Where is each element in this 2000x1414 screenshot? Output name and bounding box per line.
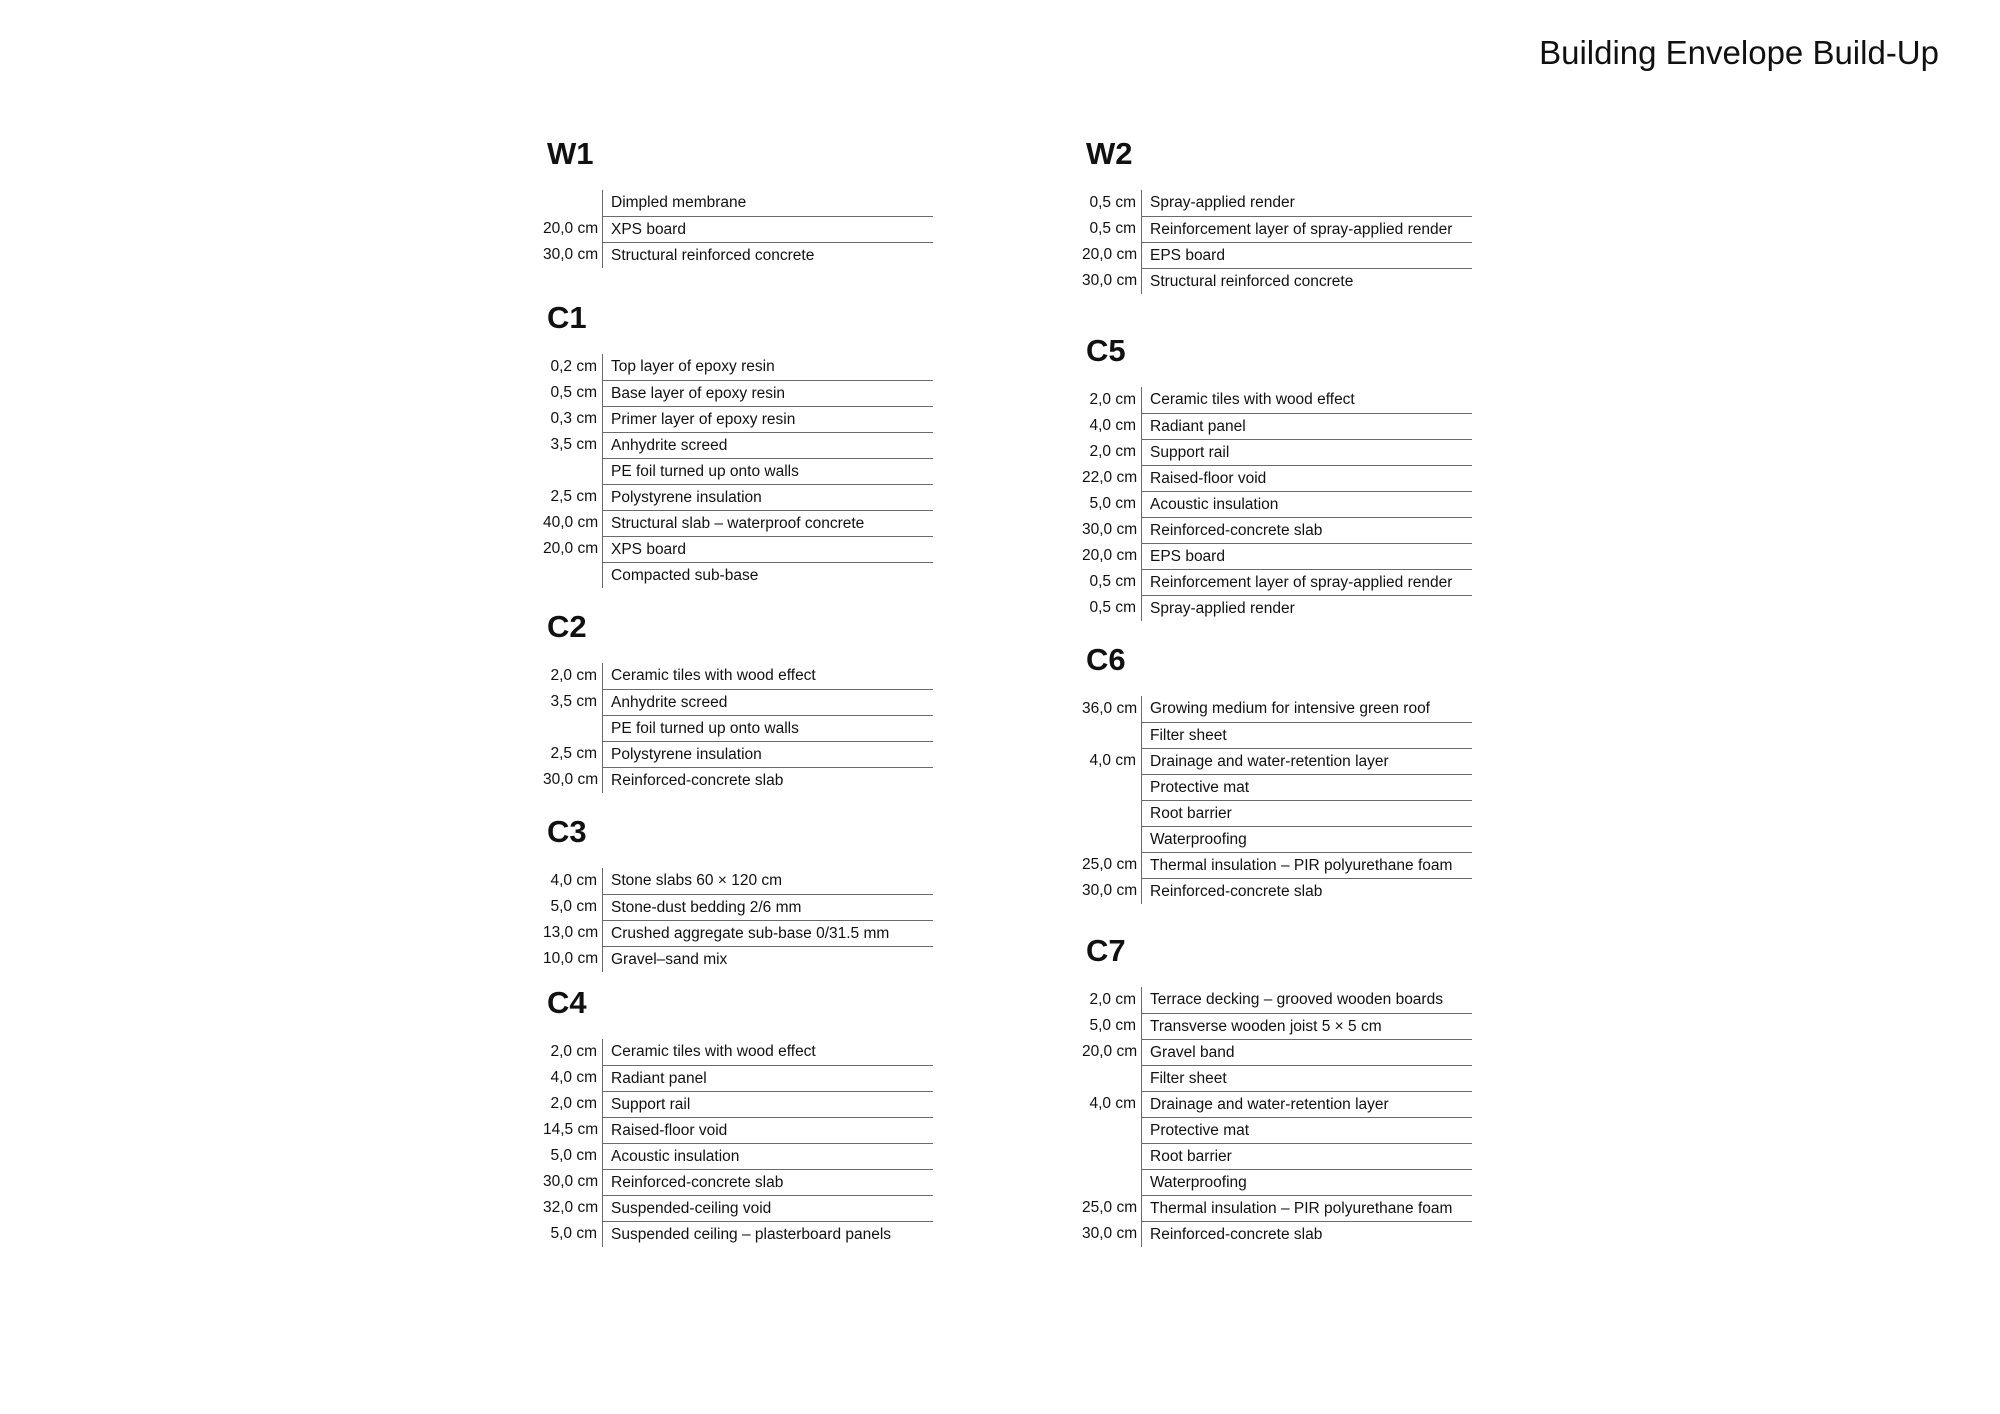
section-w2 <box>1082 134 1487 294</box>
layer-thickness: 0,5 cm <box>550 384 597 401</box>
layer-thickness: 20,0 cm <box>543 540 599 557</box>
layer-row <box>543 1039 933 1065</box>
layer-thickness: 2,0 cm <box>1089 443 1136 460</box>
layer-row <box>1082 387 1472 413</box>
layer-row <box>543 510 933 536</box>
layer-thickness <box>543 715 602 741</box>
layer-thickness <box>1082 774 1141 800</box>
layer-row <box>543 190 933 216</box>
layer-thickness: 20,0 cm <box>1082 547 1138 564</box>
layer-row <box>543 946 933 972</box>
layer-thickness: 5,0 cm <box>1089 1017 1136 1034</box>
layer-thickness: 5,0 cm <box>550 1225 597 1242</box>
layer-name: Structural reinforced concrete <box>602 242 933 268</box>
section-c5 <box>1082 331 1487 621</box>
layer-name: Reinforcement layer of spray-applied render <box>1141 216 1472 242</box>
layer-name: Drainage and water-retention layer <box>1141 1091 1472 1117</box>
layer-name: Support rail <box>1141 439 1472 465</box>
layer-thickness: 2,5 cm <box>550 488 597 505</box>
layer-row <box>1082 722 1472 748</box>
layer-name: Growing medium for intensive green roof <box>1141 696 1472 722</box>
layer-row <box>1082 1013 1472 1039</box>
layer-name: Root barrier <box>1141 800 1472 826</box>
layer-thickness <box>1082 1169 1141 1195</box>
layer-table <box>1082 987 1472 1247</box>
layer-row <box>1082 242 1472 268</box>
layer-row <box>1082 465 1472 491</box>
layer-row <box>543 380 933 406</box>
section-c1 <box>543 298 948 588</box>
layer-name: Ceramic tiles with wood effect <box>1141 387 1472 413</box>
layer-row <box>1082 413 1472 439</box>
layer-row <box>1082 1169 1472 1195</box>
layer-thickness <box>1082 1117 1141 1143</box>
layer-name: EPS board <box>1141 242 1472 268</box>
layer-name: Suspended ceiling – plasterboard panels <box>602 1221 933 1247</box>
layer-name: XPS board <box>602 216 933 242</box>
layer-thickness: 30,0 cm <box>543 1173 599 1190</box>
layer-row <box>1082 190 1472 216</box>
layer-row <box>1082 878 1472 904</box>
layer-row <box>1082 1143 1472 1169</box>
section-title: C2 <box>547 609 587 644</box>
layer-thickness: 4,0 cm <box>1089 752 1136 769</box>
layer-row <box>1082 987 1472 1013</box>
layer-row <box>543 920 933 946</box>
layer-thickness: 3,5 cm <box>550 693 597 710</box>
layer-thickness: 2,5 cm <box>550 745 597 762</box>
layer-row <box>1082 439 1472 465</box>
layer-row <box>1082 852 1472 878</box>
layer-name: Root barrier <box>1141 1143 1472 1169</box>
layer-thickness: 5,0 cm <box>550 898 597 915</box>
layer-name: Acoustic insulation <box>1141 491 1472 517</box>
layer-name: EPS board <box>1141 543 1472 569</box>
layer-row <box>543 406 933 432</box>
layer-thickness: 40,0 cm <box>543 514 599 531</box>
layer-thickness: 4,0 cm <box>550 1069 597 1086</box>
layer-row <box>543 689 933 715</box>
layer-thickness: 2,0 cm <box>550 1095 597 1112</box>
layer-thickness: 0,5 cm <box>1089 599 1136 616</box>
layer-name: Top layer of epoxy resin <box>602 354 933 380</box>
layer-row <box>1082 268 1472 294</box>
page-title: Building Envelope Build-Up <box>1539 34 1939 71</box>
layer-row <box>543 663 933 689</box>
layer-row <box>543 1169 933 1195</box>
layer-thickness: 2,0 cm <box>1089 991 1136 1008</box>
layer-name: Raised-floor void <box>602 1117 933 1143</box>
layer-thickness: 22,0 cm <box>1082 469 1138 486</box>
layer-thickness: 4,0 cm <box>1089 1095 1136 1112</box>
layer-name: Thermal insulation – PIR polyurethane foam <box>1141 852 1472 878</box>
layer-row <box>543 715 933 741</box>
layer-row <box>543 216 933 242</box>
layer-row <box>543 894 933 920</box>
layer-row <box>1082 1195 1472 1221</box>
layer-table <box>543 1039 933 1247</box>
layer-thickness: 5,0 cm <box>1089 495 1136 512</box>
layer-thickness: 2,0 cm <box>1089 391 1136 408</box>
layer-table <box>543 190 933 268</box>
layer-name: Waterproofing <box>1141 1169 1472 1195</box>
layer-thickness: 20,0 cm <box>543 220 599 237</box>
layer-row <box>543 1117 933 1143</box>
section-title: W2 <box>1086 136 1133 171</box>
layer-name: Dimpled membrane <box>602 190 933 216</box>
layer-name: Compacted sub-base <box>602 562 933 588</box>
section-c2 <box>543 607 948 793</box>
layer-row <box>1082 748 1472 774</box>
section-title: C7 <box>1086 933 1126 968</box>
section-w1 <box>543 134 948 268</box>
layer-name: Spray-applied render <box>1141 595 1472 621</box>
layer-table <box>543 663 933 793</box>
layer-name: Spray-applied render <box>1141 190 1472 216</box>
layer-row <box>1082 517 1472 543</box>
layer-thickness: 25,0 cm <box>1082 856 1138 873</box>
layer-thickness: 10,0 cm <box>543 950 599 967</box>
layer-thickness: 0,5 cm <box>1089 573 1136 590</box>
layer-row <box>543 1091 933 1117</box>
layer-thickness: 0,5 cm <box>1089 220 1136 237</box>
section-title: C3 <box>547 814 587 849</box>
layer-row <box>543 484 933 510</box>
layer-thickness: 25,0 cm <box>1082 1199 1138 1216</box>
layer-row <box>543 868 933 894</box>
layer-row <box>543 1195 933 1221</box>
layer-name: Reinforced-concrete slab <box>1141 878 1472 904</box>
layer-row <box>1082 216 1472 242</box>
layer-row <box>543 767 933 793</box>
layer-name: XPS board <box>602 536 933 562</box>
layer-name: Transverse wooden joist 5 × 5 cm <box>1141 1013 1472 1039</box>
layer-row <box>1082 1039 1472 1065</box>
layer-row <box>543 536 933 562</box>
layer-name: Radiant panel <box>1141 413 1472 439</box>
layer-thickness: 0,3 cm <box>550 410 597 427</box>
layer-name: Suspended-ceiling void <box>602 1195 933 1221</box>
layer-thickness <box>1082 800 1141 826</box>
layer-name: Base layer of epoxy resin <box>602 380 933 406</box>
section-c4 <box>543 983 948 1247</box>
layer-name: Structural reinforced concrete <box>1141 268 1472 294</box>
layer-row <box>1082 1221 1472 1247</box>
layer-row <box>1082 491 1472 517</box>
layer-thickness <box>1082 826 1141 852</box>
layer-thickness <box>1082 722 1141 748</box>
layer-row <box>1082 569 1472 595</box>
layer-name: Stone slabs 60 × 120 cm <box>602 868 933 894</box>
layer-name: Polystyrene insulation <box>602 484 933 510</box>
layer-row <box>543 741 933 767</box>
layer-thickness: 30,0 cm <box>1082 272 1138 289</box>
layer-row <box>1082 1065 1472 1091</box>
layer-name: Acoustic insulation <box>602 1143 933 1169</box>
section-c6 <box>1082 640 1487 904</box>
layer-name: Stone-dust bedding 2/6 mm <box>602 894 933 920</box>
layer-name: Anhydrite screed <box>602 432 933 458</box>
section-title: W1 <box>547 136 594 171</box>
layer-thickness: 14,5 cm <box>543 1121 599 1138</box>
layer-row <box>543 1143 933 1169</box>
layer-name: Crushed aggregate sub-base 0/31.5 mm <box>602 920 933 946</box>
layer-name: Protective mat <box>1141 774 1472 800</box>
section-title: C5 <box>1086 333 1126 368</box>
layer-name: Reinforced-concrete slab <box>602 1169 933 1195</box>
layer-name: PE foil turned up onto walls <box>602 458 933 484</box>
section-title: C6 <box>1086 642 1126 677</box>
layer-row <box>1082 800 1472 826</box>
layer-thickness <box>1082 1143 1141 1169</box>
layer-name: Gravel–sand mix <box>602 946 933 972</box>
layer-thickness <box>543 562 602 588</box>
layer-row <box>543 432 933 458</box>
layer-thickness <box>543 458 602 484</box>
layer-name: Waterproofing <box>1141 826 1472 852</box>
layer-name: Polystyrene insulation <box>602 741 933 767</box>
layer-name: Reinforcement layer of spray-applied render <box>1141 569 1472 595</box>
layer-thickness: 4,0 cm <box>550 872 597 889</box>
layer-thickness: 30,0 cm <box>543 771 599 788</box>
layer-thickness: 0,2 cm <box>550 358 597 375</box>
layer-row <box>1082 774 1472 800</box>
layer-table <box>1082 190 1472 294</box>
layer-thickness: 2,0 cm <box>550 1043 597 1060</box>
layer-name: Raised-floor void <box>1141 465 1472 491</box>
layer-name: PE foil turned up onto walls <box>602 715 933 741</box>
layer-row <box>1082 696 1472 722</box>
layer-thickness: 30,0 cm <box>1082 1225 1138 1242</box>
layer-thickness: 4,0 cm <box>1089 417 1136 434</box>
layer-name: Terrace decking – grooved wooden boards <box>1141 987 1472 1013</box>
layer-thickness: 20,0 cm <box>1082 1043 1138 1060</box>
layer-row <box>1082 595 1472 621</box>
layer-thickness: 5,0 cm <box>550 1147 597 1164</box>
layer-row <box>1082 1117 1472 1143</box>
section-c3 <box>543 812 948 972</box>
layer-thickness: 2,0 cm <box>550 667 597 684</box>
section-title: C4 <box>547 985 587 1020</box>
layer-thickness: 30,0 cm <box>543 246 599 263</box>
layer-thickness <box>1082 1065 1141 1091</box>
layer-name: Drainage and water-retention layer <box>1141 748 1472 774</box>
layer-row <box>543 458 933 484</box>
layer-name: Anhydrite screed <box>602 689 933 715</box>
layer-row <box>543 1221 933 1247</box>
layer-thickness: 0,5 cm <box>1089 194 1136 211</box>
layer-name: Protective mat <box>1141 1117 1472 1143</box>
layer-thickness: 36,0 cm <box>1082 700 1138 717</box>
layer-row <box>1082 826 1472 852</box>
layer-name: Reinforced-concrete slab <box>1141 1221 1472 1247</box>
layer-name: Radiant panel <box>602 1065 933 1091</box>
layer-row <box>543 242 933 268</box>
layer-thickness <box>543 190 602 216</box>
layer-row <box>543 562 933 588</box>
layer-thickness: 13,0 cm <box>543 924 599 941</box>
section-title: C1 <box>547 300 587 335</box>
layer-row <box>1082 1091 1472 1117</box>
layer-name: Support rail <box>602 1091 933 1117</box>
section-c7 <box>1082 931 1487 1247</box>
layer-name: Gravel band <box>1141 1039 1472 1065</box>
layer-name: Reinforced-concrete slab <box>602 767 933 793</box>
layer-thickness: 32,0 cm <box>543 1199 599 1216</box>
layer-thickness: 30,0 cm <box>1082 521 1138 538</box>
layer-thickness: 3,5 cm <box>550 436 597 453</box>
layer-name: Ceramic tiles with wood effect <box>602 663 933 689</box>
layer-name: Ceramic tiles with wood effect <box>602 1039 933 1065</box>
layer-name: Structural slab – waterproof concrete <box>602 510 933 536</box>
layer-row <box>543 1065 933 1091</box>
layer-table <box>543 868 933 972</box>
layer-name: Thermal insulation – PIR polyurethane foam <box>1141 1195 1472 1221</box>
layer-table <box>1082 696 1472 904</box>
layer-name: Primer layer of epoxy resin <box>602 406 933 432</box>
layer-row <box>543 354 933 380</box>
layer-thickness: 20,0 cm <box>1082 246 1138 263</box>
layer-table <box>1082 387 1472 621</box>
layer-table <box>543 354 933 588</box>
layer-row <box>1082 543 1472 569</box>
layer-thickness: 30,0 cm <box>1082 882 1138 899</box>
layer-name: Filter sheet <box>1141 722 1472 748</box>
layer-name: Filter sheet <box>1141 1065 1472 1091</box>
layer-name: Reinforced-concrete slab <box>1141 517 1472 543</box>
